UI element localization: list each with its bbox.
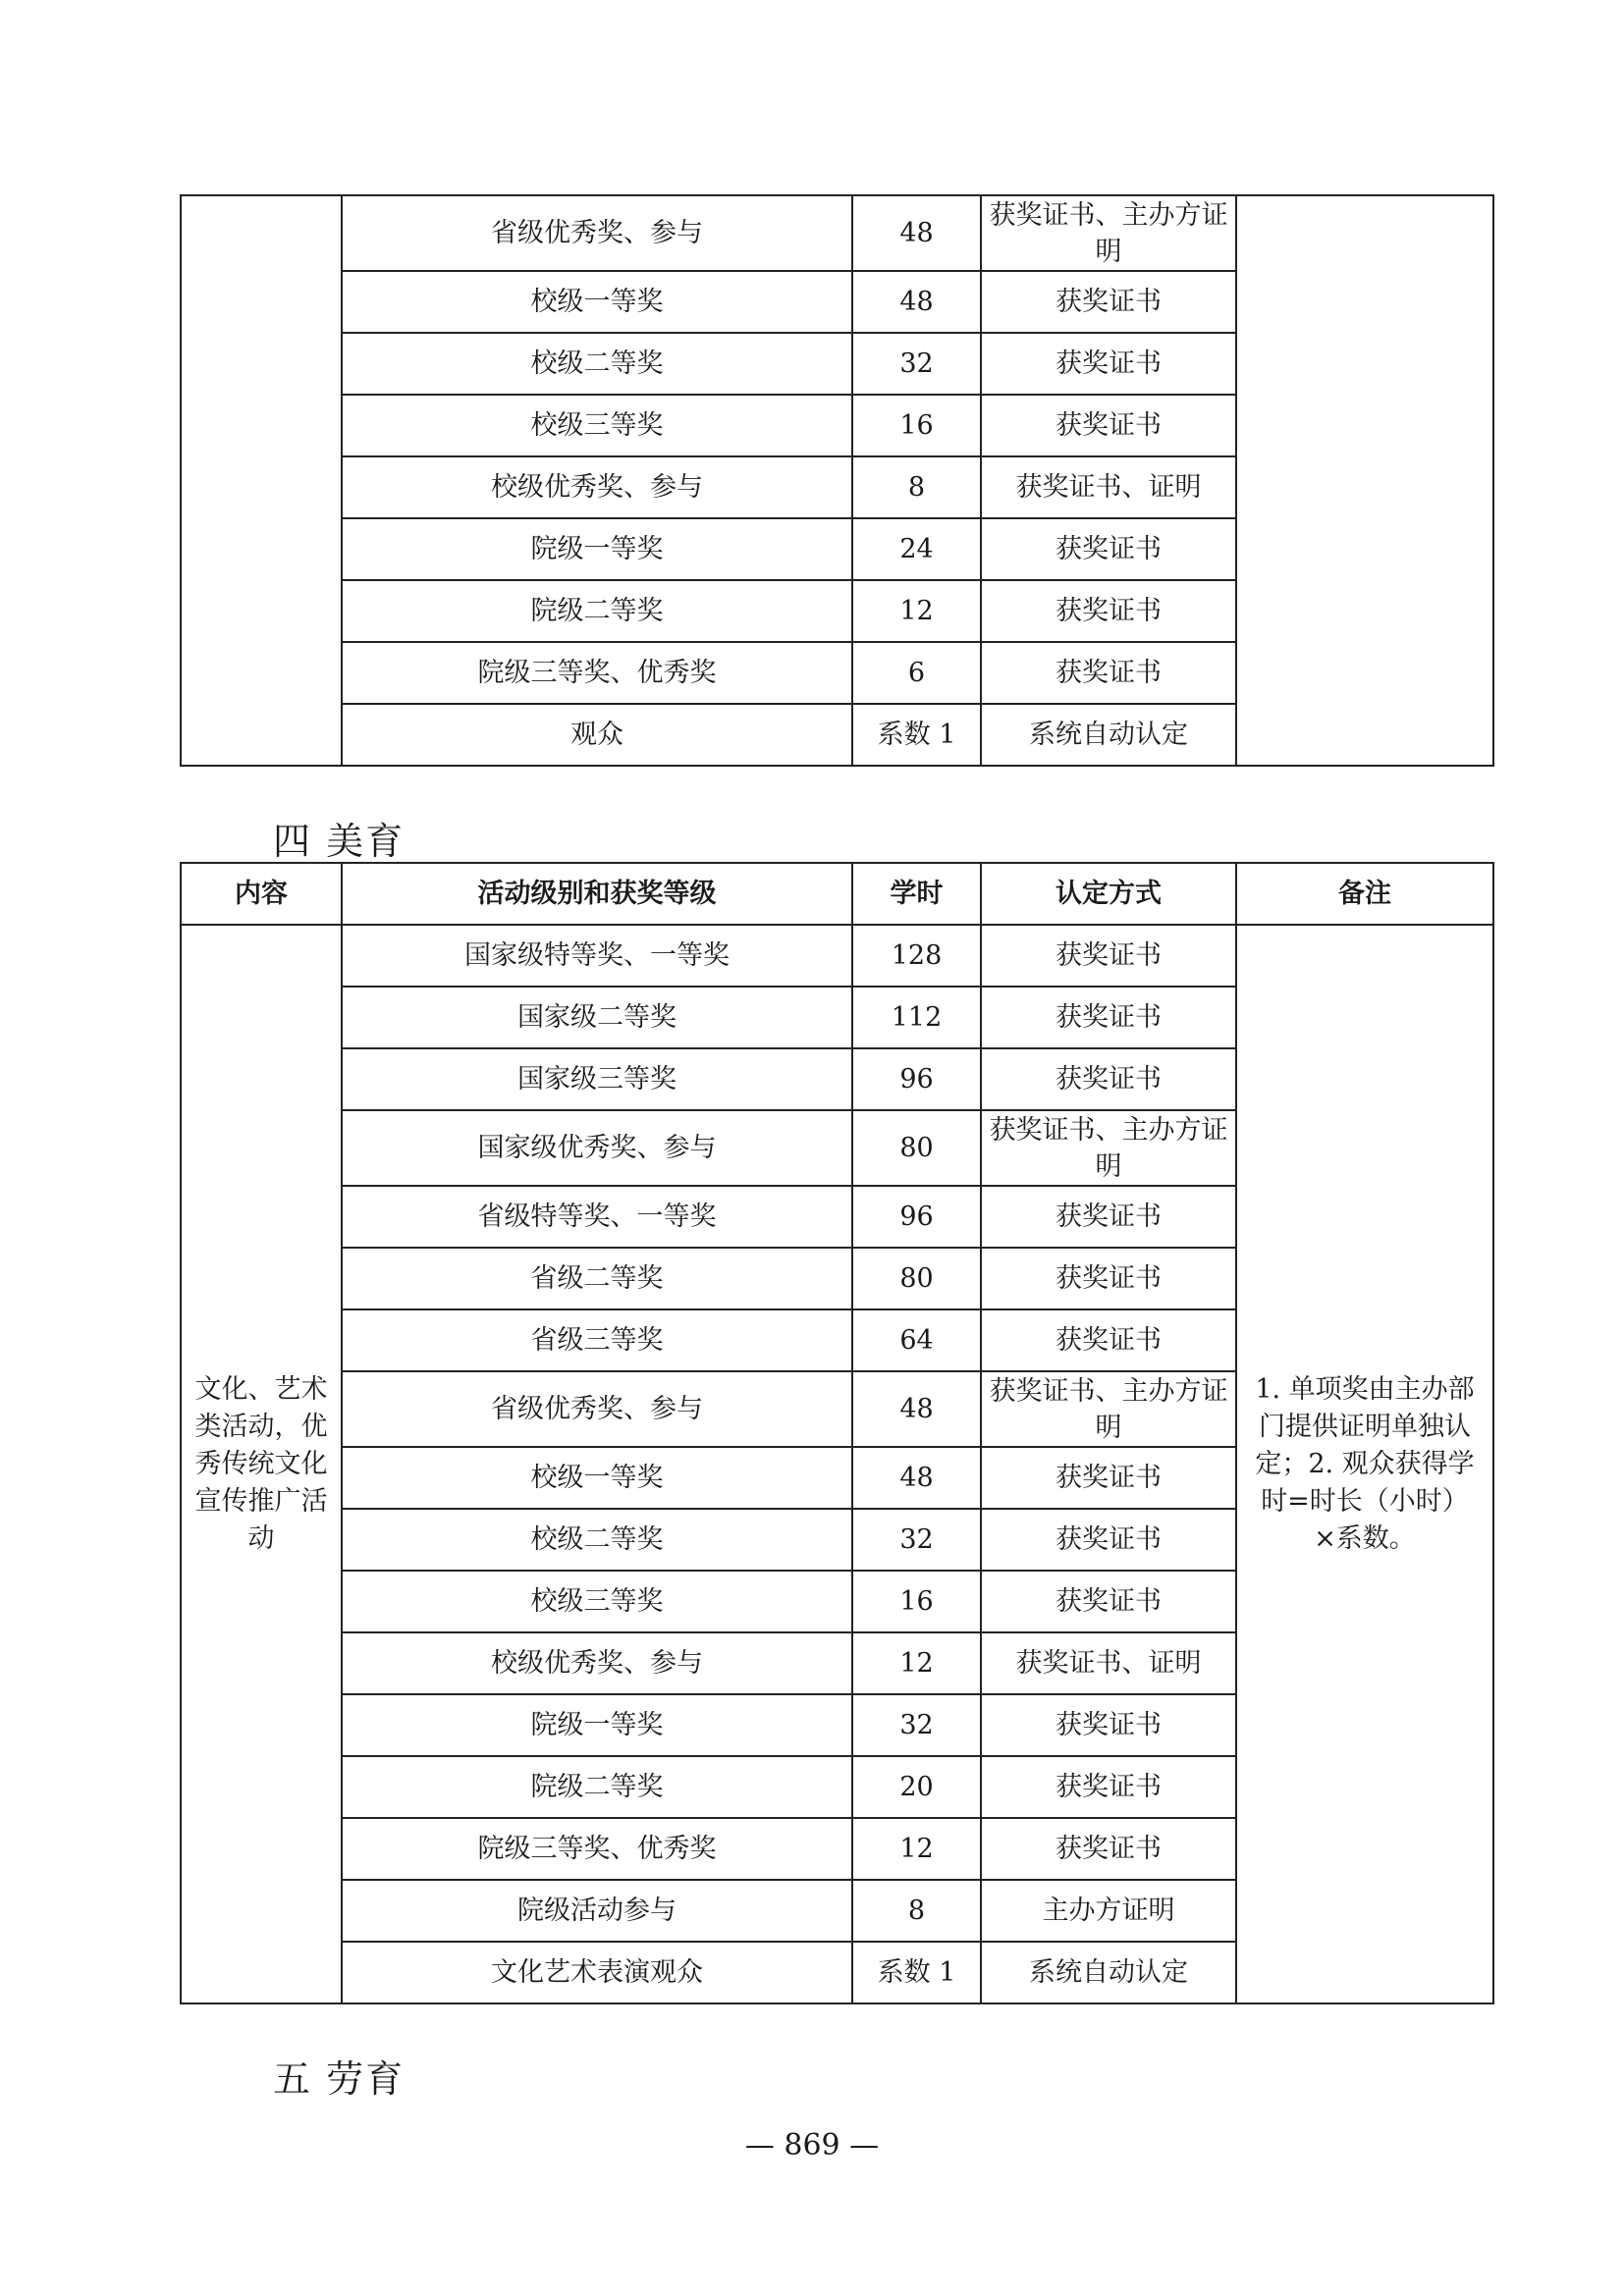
hours-cell: 128	[852, 925, 981, 987]
method-cell: 获奖证书	[981, 1571, 1236, 1632]
hours-cell: 20	[852, 1756, 981, 1818]
content-cell: 文化、艺术类活动，优秀传统文化宣传推广活动	[181, 925, 342, 2003]
header-row	[181, 863, 1493, 925]
method-cell: 获奖证书、主办方证明	[981, 195, 1236, 271]
hours-cell: 24	[852, 518, 981, 580]
table-row	[181, 195, 1493, 271]
aesthetic-education-table	[180, 862, 1494, 2004]
method-cell: 获奖证书	[981, 1447, 1236, 1509]
hours-cell: 48	[852, 1371, 981, 1447]
table-row	[181, 925, 1493, 987]
header-note: 备注	[1236, 863, 1493, 925]
hours-cell: 64	[852, 1309, 981, 1371]
level-cell: 省级优秀奖、参与	[342, 1371, 852, 1447]
method-cell: 系统自动认定	[981, 1942, 1236, 2003]
method-cell: 获奖证书	[981, 333, 1236, 395]
hours-cell: 96	[852, 1048, 981, 1110]
hours-cell: 32	[852, 333, 981, 395]
hours-cell: 系数 1	[852, 704, 981, 766]
hours-cell: 6	[852, 642, 981, 704]
hours-cell: 112	[852, 987, 981, 1048]
level-cell: 校级一等奖	[342, 271, 852, 333]
method-cell: 获奖证书	[981, 642, 1236, 704]
method-cell: 获奖证书、主办方证明	[981, 1110, 1236, 1186]
method-cell: 获奖证书	[981, 1818, 1236, 1880]
content-cell-empty	[181, 195, 342, 766]
hours-cell: 96	[852, 1186, 981, 1248]
method-cell: 获奖证书	[981, 518, 1236, 580]
hours-cell: 32	[852, 1509, 981, 1571]
level-cell: 院级一等奖	[342, 518, 852, 580]
hours-cell: 16	[852, 395, 981, 456]
hours-cell: 48	[852, 195, 981, 271]
hours-cell: 12	[852, 1632, 981, 1694]
level-cell: 校级三等奖	[342, 395, 852, 456]
header-method: 认定方式	[981, 863, 1236, 925]
level-cell: 院级二等奖	[342, 1756, 852, 1818]
hours-cell: 系数 1	[852, 1942, 981, 2003]
method-cell: 获奖证书	[981, 1309, 1236, 1371]
level-cell: 国家级二等奖	[342, 987, 852, 1048]
level-cell: 国家级特等奖、一等奖	[342, 925, 852, 987]
method-cell: 获奖证书	[981, 987, 1236, 1048]
hours-cell: 80	[852, 1248, 981, 1309]
method-cell: 获奖证书	[981, 1048, 1236, 1110]
hours-cell: 32	[852, 1694, 981, 1756]
method-cell: 获奖证书、证明	[981, 456, 1236, 518]
note-cell: 1. 单项奖由主办部门提供证明单独认定；2. 观众获得学时=时长（小时）×系数。	[1236, 925, 1493, 2003]
page-number: — 869 —	[744, 2128, 880, 2163]
method-cell: 获奖证书	[981, 1509, 1236, 1571]
level-cell: 国家级优秀奖、参与	[342, 1110, 852, 1186]
continued-table	[180, 194, 1494, 767]
hours-cell: 48	[852, 1447, 981, 1509]
level-cell: 文化艺术表演观众	[342, 1942, 852, 2003]
level-cell: 院级三等奖、优秀奖	[342, 1818, 852, 1880]
level-cell: 院级三等奖、优秀奖	[342, 642, 852, 704]
level-cell: 省级三等奖	[342, 1309, 852, 1371]
hours-cell: 8	[852, 456, 981, 518]
section-heading-aesthetic-education: 四 美育	[273, 820, 406, 863]
level-cell: 校级优秀奖、参与	[342, 1632, 852, 1694]
method-cell: 获奖证书、证明	[981, 1632, 1236, 1694]
level-cell: 省级优秀奖、参与	[342, 195, 852, 271]
level-cell: 院级一等奖	[342, 1694, 852, 1756]
hours-cell: 80	[852, 1110, 981, 1186]
method-cell: 获奖证书	[981, 395, 1236, 456]
level-cell: 院级二等奖	[342, 580, 852, 642]
level-cell: 校级三等奖	[342, 1571, 852, 1632]
section-heading-labor-education: 五 劳育	[273, 2057, 406, 2101]
method-cell: 获奖证书	[981, 925, 1236, 987]
level-cell: 院级活动参与	[342, 1880, 852, 1942]
hours-cell: 12	[852, 1818, 981, 1880]
level-cell: 校级一等奖	[342, 1447, 852, 1509]
level-cell: 国家级三等奖	[342, 1048, 852, 1110]
method-cell: 系统自动认定	[981, 704, 1236, 766]
level-cell: 校级二等奖	[342, 1509, 852, 1571]
hours-cell: 48	[852, 271, 981, 333]
header-content: 内容	[181, 863, 342, 925]
method-cell: 获奖证书	[981, 580, 1236, 642]
note-cell-empty	[1236, 195, 1493, 766]
hours-cell: 12	[852, 580, 981, 642]
level-cell: 省级特等奖、一等奖	[342, 1186, 852, 1248]
method-cell: 主办方证明	[981, 1880, 1236, 1942]
header-hours: 学时	[852, 863, 981, 925]
method-cell: 获奖证书	[981, 1186, 1236, 1248]
header-level: 活动级别和获奖等级	[342, 863, 852, 925]
method-cell: 获奖证书	[981, 1694, 1236, 1756]
method-cell: 获奖证书、主办方证明	[981, 1371, 1236, 1447]
hours-cell: 8	[852, 1880, 981, 1942]
hours-cell: 16	[852, 1571, 981, 1632]
level-cell: 省级二等奖	[342, 1248, 852, 1309]
level-cell: 校级二等奖	[342, 333, 852, 395]
method-cell: 获奖证书	[981, 1248, 1236, 1309]
method-cell: 获奖证书	[981, 271, 1236, 333]
level-cell: 观众	[342, 704, 852, 766]
level-cell: 校级优秀奖、参与	[342, 456, 852, 518]
method-cell: 获奖证书	[981, 1756, 1236, 1818]
